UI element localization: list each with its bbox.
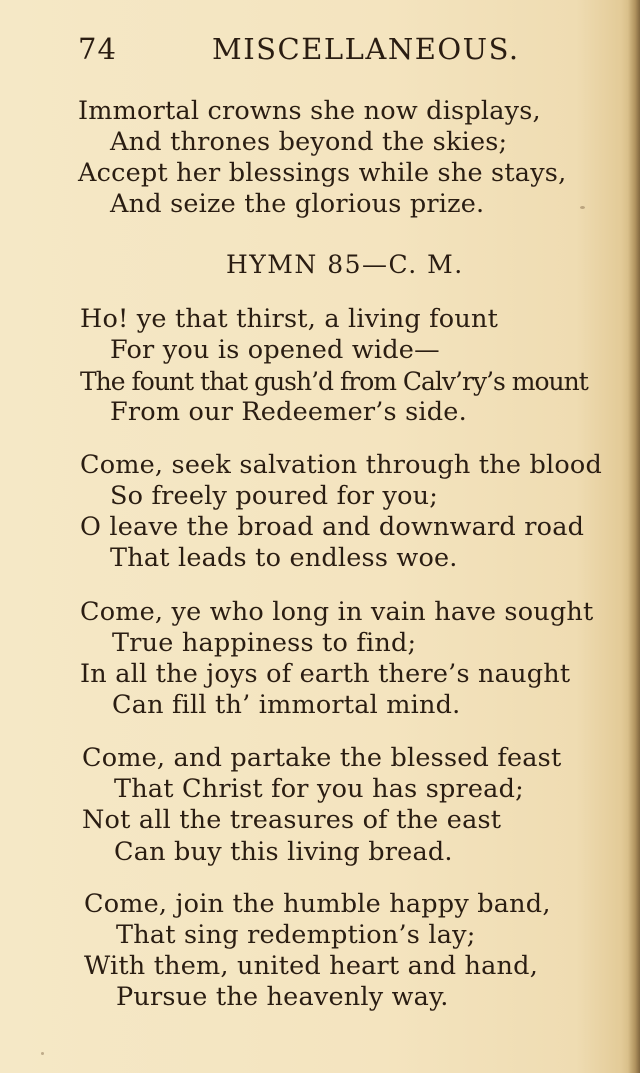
verse-line: From our Redeemer’s side. [110, 397, 467, 427]
hymn-title: HYMN 85—C. M. [226, 250, 464, 279]
verse-line: Accept her blessings while she stays, [78, 158, 567, 188]
page-number: 74 [78, 32, 117, 66]
verse-line: Come, seek salvation through the blood [80, 450, 602, 480]
page-header [78, 32, 520, 72]
verse-line: O leave the broad and downward road [80, 512, 585, 542]
verse-line: So freely poured for you; [110, 481, 439, 511]
verse-line: Not all the treasures of the east [82, 805, 502, 835]
verse-line: That Christ for you has spread; [114, 774, 524, 804]
paper-speck [580, 206, 585, 209]
verse-line: For you is opened wide— [110, 335, 440, 365]
paper-speck [41, 1052, 44, 1055]
verse-line: Pursue the heavenly way. [116, 982, 449, 1012]
verse-line: Come, ye who long in vain have sought [80, 597, 594, 627]
verse-line: Ho! ye that thirst, a living fount [80, 304, 499, 334]
page-edge-shadow [628, 0, 640, 1073]
verse-line: The fount that gush’d from Calv’ry’s mount [80, 367, 588, 396]
verse-line: In all the joys of earth there’s naught [80, 659, 571, 689]
verse-line: Can buy this living bread. [114, 837, 453, 867]
verse-line: Can fill th’ immortal mind. [112, 690, 461, 720]
verse-line: And thrones beyond the skies; [110, 127, 508, 157]
verse-line: Come, join the humble happy band, [84, 889, 551, 919]
verse-line: With them, united heart and hand, [84, 951, 539, 981]
running-head: MISCELLANEOUS. [212, 32, 520, 66]
verse-line: That leads to endless woe. [110, 543, 458, 573]
verse-line: And seize the glorious prize. [110, 189, 485, 219]
verse-line: Immortal crowns she now displays, [78, 96, 541, 126]
verse-line: That sing redemption’s lay; [116, 920, 476, 950]
verse-line: True happiness to find; [112, 628, 417, 658]
verse-line: Come, and partake the blessed feast [82, 743, 562, 773]
